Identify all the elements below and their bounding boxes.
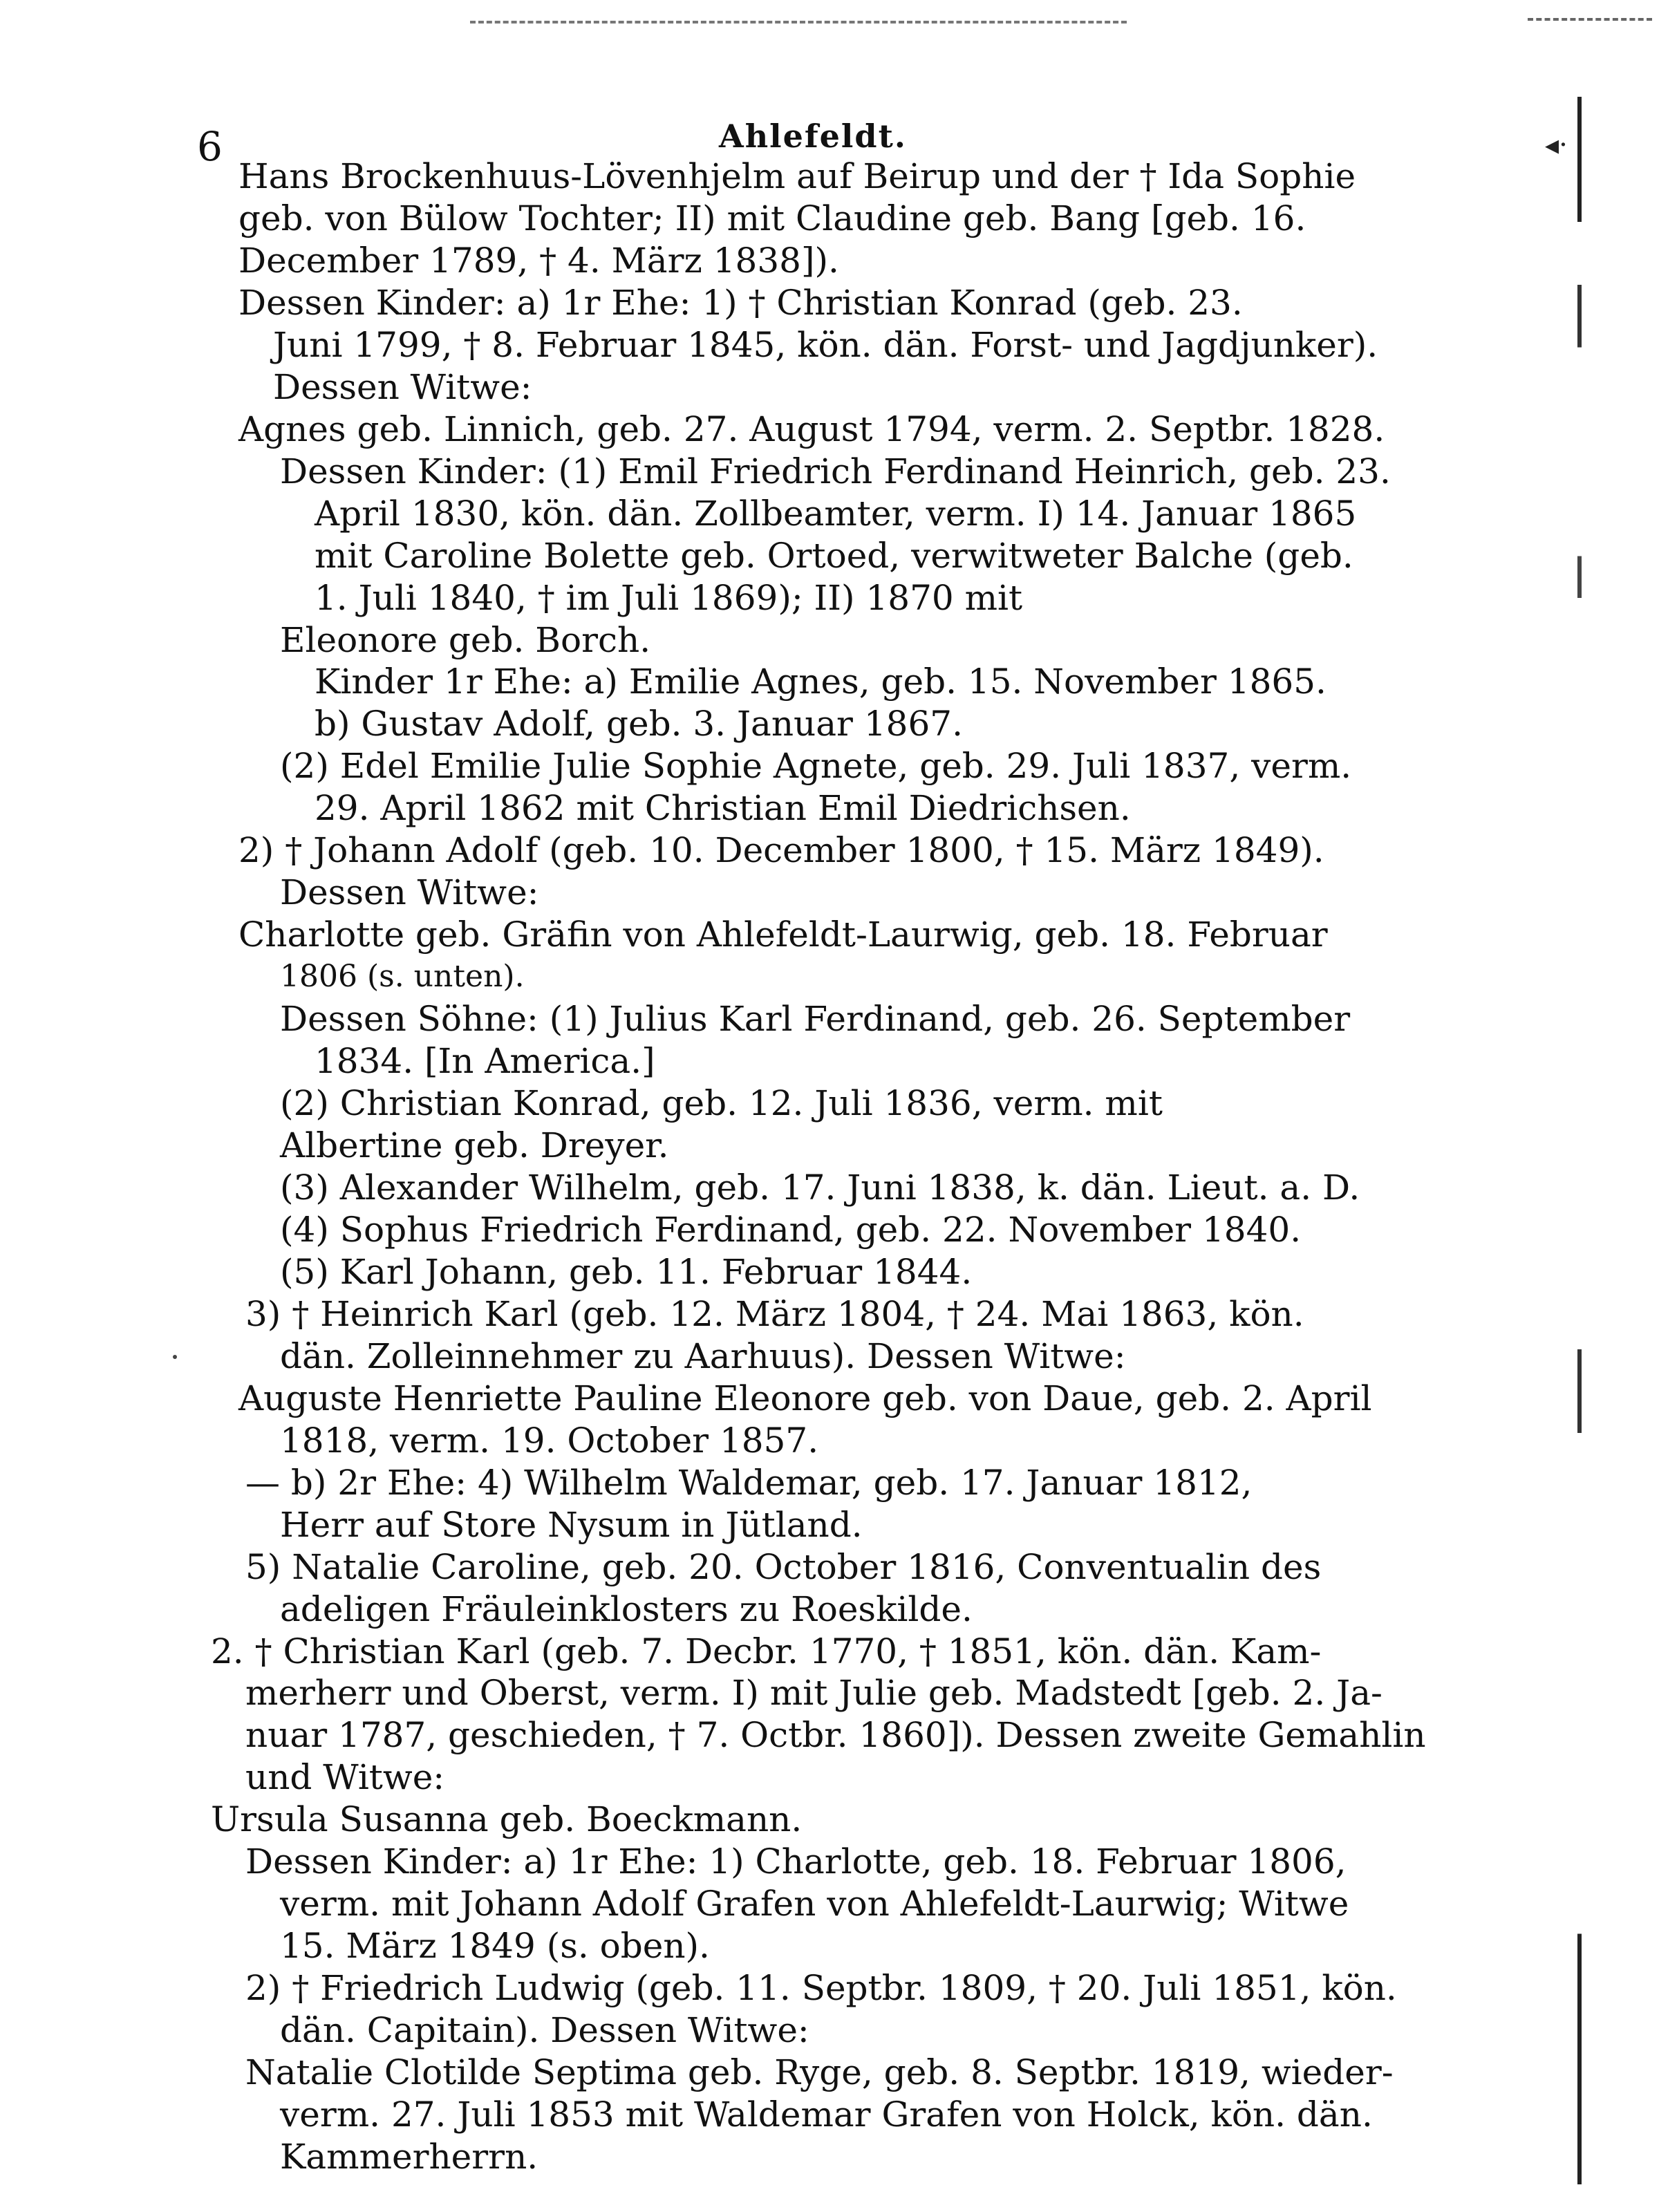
text-line: Dessen Kinder: a) 1r Ehe: 1) † Christian Konrad (geb. 23. [238,283,1243,323]
text-line: dän. Zolleinnehmer zu Aarhuus). Dessen Witwe: [280,1336,1126,1376]
text-line: Charlotte geb. Gräfin von Ahlefeldt-Laurwig, geb. 18. Februar [238,915,1328,955]
text-line: (3) Alexander Wilhelm, geb. 17. Juni 1838, k. dän. Lieut. a. D. [280,1168,1360,1208]
text-line: Herr auf Store Nysum in Jütland. [280,1505,863,1545]
text-line: (4) Sophus Friedrich Ferdinand, geb. 22. November 1840. [280,1210,1302,1250]
text-line: 2. † Christian Karl (geb. 7. Decbr. 1770, † 1851, kön. dän. Kam- [211,1631,1322,1671]
text-line: verm. mit Johann Adolf Grafen von Ahlefeldt-Laurwig; Witwe [280,1884,1349,1924]
running-head: Ahlefeldt. [719,118,907,155]
text-line: 5) Natalie Caroline, geb. 20. October 1816, Conventualin des [245,1547,1322,1587]
text-line: nuar 1787, geschieden, † 7. Octbr. 1860]). Dessen zweite Gemahlin [245,1715,1426,1755]
text-line: dän. Capitain). Dessen Witwe: [280,2010,809,2050]
edge-mark-icon: ◂· [1545,129,1568,161]
text-line: 1. Juli 1840, † im Juli 1869); II) 1870 mit [315,578,1023,618]
text-line: b) Gustav Adolf, geb. 3. Januar 1867. [315,704,963,744]
text-line: 1818, verm. 19. October 1857. [280,1421,819,1461]
text-line: December 1789, † 4. März 1838]). [238,241,839,281]
text-line: Eleonore geb. Borch. [280,620,651,660]
text-line: Dessen Witwe: [280,872,539,912]
text-line: Ursula Susanna geb. Boeckmann. [211,1799,803,1839]
text-line: (2) Christian Konrad, geb. 12. Juli 1836, verm. mit [280,1083,1163,1123]
text-line: 15. März 1849 (s. oben). [280,1926,710,1966]
page-number: 6 [197,123,223,170]
text-line: April 1830, kön. dän. Zollbeamter, verm. I) 14. Januar 1865 [315,494,1357,534]
text-line: geb. von Bülow Tochter; II) mit Claudine geb. Bang [geb. 16. [238,198,1306,238]
text-line: merherr und Oberst, verm. I) mit Julie geb. Madstedt [geb. 2. Ja- [245,1673,1382,1713]
text-line: Kinder 1r Ehe: a) Emilie Agnes, geb. 15. November 1865. [315,662,1327,702]
text-line: Dessen Witwe: [273,367,532,407]
text-line: — b) 2r Ehe: 4) Wilhelm Waldemar, geb. 17. Januar 1812, [245,1463,1253,1503]
page-edge-shadow [1577,97,1582,2184]
text-line: Dessen Söhne: (1) Julius Karl Ferdinand, geb. 26. September [280,999,1351,1039]
text-line: Dessen Kinder: a) 1r Ehe: 1) Charlotte, geb. 18. Februar 1806, [245,1841,1347,1882]
text-line: 2) † Friedrich Ludwig (geb. 11. Septbr. 1809, † 20. Juli 1851, kön. [245,1968,1397,2008]
text-line: Hans Brockenhuus-Lövenhjelm auf Beirup und der † Ida Sophie [238,156,1356,196]
text-line: Juni 1799, † 8. Februar 1845, kön. dän. Forst- und Jagdjunker). [273,325,1378,365]
text-line: und Witwe: [245,1757,445,1797]
text-line: verm. 27. Juli 1853 mit Waldemar Grafen von Holck, kön. dän. [280,2094,1373,2135]
text-line: (5) Karl Johann, geb. 11. Februar 1844. [280,1252,973,1292]
text-line: Auguste Henriette Pauline Eleonore geb. von Daue, geb. 2. April [238,1378,1372,1418]
scan-speck [173,1355,177,1359]
text-line: 1806 (s. unten). [280,959,525,994]
text-line: 29. April 1862 mit Christian Emil Diedrichsen. [315,788,1131,828]
text-line: adeligen Fräuleinklosters zu Roeskilde. [280,1589,973,1629]
text-line: 2) † Johann Adolf (geb. 10. December 1800, † 15. März 1849). [238,830,1324,870]
text-line: Dessen Kinder: (1) Emil Friedrich Ferdinand Heinrich, geb. 23. [280,451,1391,491]
text-line: 1834. [In America.] [315,1041,655,1081]
scan-artifact-top-right [1528,18,1652,21]
text-line: Albertine geb. Dreyer. [280,1125,669,1165]
text-line: Kammerherrn. [280,2137,538,2177]
text-line: mit Caroline Bolette geb. Ortoed, verwitweter Balche (geb. [315,536,1353,576]
text-line: Agnes geb. Linnich, geb. 27. August 1794, verm. 2. Septbr. 1828. [238,409,1385,449]
text-line: (2) Edel Emilie Julie Sophie Agnete, geb. 29. Juli 1837, verm. [280,746,1352,786]
text-line: Natalie Clotilde Septima geb. Ryge, geb. 8. Septbr. 1819, wieder- [245,2052,1394,2092]
text-line: 3) † Heinrich Karl (geb. 12. März 1804, † 24. Mai 1863, kön. [245,1294,1304,1334]
scan-artifact-top [470,21,1127,24]
